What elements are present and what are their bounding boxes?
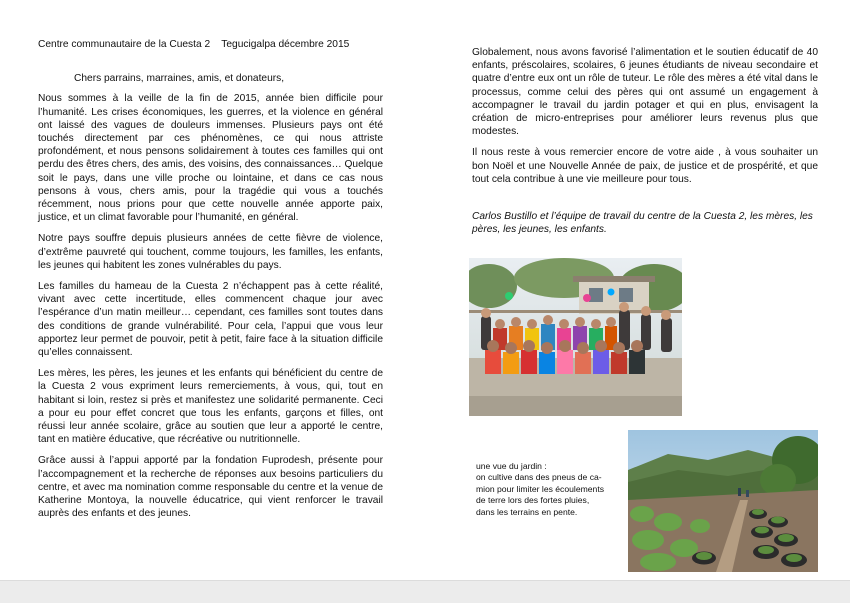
organization-name: Centre communautaire de la Cuesta 2 (38, 39, 211, 50)
paragraph: Globalement, nous avons favorisé l’alimentation et le soutien éducatif de 40 enfants, préscolaires, scolaires, 6 jeunes étudiants de niveau secondaire et quatre d’entre eux ont un rôle de tuteur. Le rôle des mères a été vital dans le processus, comme celui des pères qui ont assumé un engagement à accompagner le travail du jardin potager et qui en plus, envisagent la création de micro-entreprises pour améliorer leurs revenus plus que modestes. (472, 47, 818, 138)
group-photo (469, 258, 682, 416)
paragraph: Les familles du hameau de la Cuesta 2 n’échappent pas à cette réalité, vivant avec cette incertitude, elles commencent chaque jour avec l’espérance d’un matin meilleur… cependant, ces familles sont toutes dans des conditions de grande vulnérabilité. Pour cela, l’appui que vous leur apportez leur permet de pouvoir, petit à petit, faire face à la situation difficile qu’elles connaissent. (38, 281, 383, 359)
signature: Carlos Bustillo et l’équipe de travail du centre de la Cuesta 2, les mères, les pères, les jeunes, les enfants. (472, 211, 813, 236)
garden-photo (628, 430, 818, 572)
right-column (472, 46, 818, 236)
photo-caption (476, 461, 626, 518)
garden-photo-image (628, 430, 818, 572)
paragraph: Nous sommes à la veille de la fin de 2015, année bien difficile pour l’humanité. Les crises économiques, les guerres, et la violence en général ont laissé des vagues de douleurs immenses. Plusieurs pays ont été touchés directement par ces phénomènes, ce qui nous attriste profondément, et nous pensons solidairement à toutes ces familles qui ont perdu des êtres chers, des amis, des voisins, des connaissances… Quelque soit le pays, dans une ville proche ou lointaine, et dans ce cas nous pensons à vous, chers amis, pour la tragédie qui vous a touchés récemment, nous prions pour que cette nouvelle année apporte paix, justice, et un climat favorable pour l’humanité, en général. (38, 93, 383, 224)
paragraph: Notre pays souffre depuis plusieurs années de cette fièvre de violence, d’extrême pauvreté qui touchent, comme toujours, les familles, les enfants, les jeunes qui habitent les zones vulnérables du pays. (38, 233, 383, 271)
caption-line: une vue du jardin : (476, 461, 547, 471)
paragraph: Il nous reste à vous remercier encore de votre aide , à vous souhaiter un bon Noël et une Nouvelle Année de paix, de justice et de prospérité, et que tout cela contribue à une vie meilleure pour tous. (472, 147, 818, 185)
caption-line: dans les terrains en pente. (476, 506, 578, 517)
caption-line: on cultive dans des pneus de ca- (476, 472, 602, 483)
paragraph: Grâce aussi à l’appui apporté par la fondation Fuprodesh, présente pour l’accompagnement et la recherche de réponses aux besoins particuliers du centre, et avec ma nomination comme responsable du centre et la venue de Katherine Montoya, la nouvelle éducatrice, qui vient renforcer le travail auprès des enfants et des jeunes. (38, 455, 383, 520)
viewer-bottom-bar (0, 580, 850, 603)
group-photo-image (469, 258, 682, 416)
place-date: Tegucigalpa décembre 2015 (221, 39, 350, 50)
caption-line: de terre lors des fortes pluies, (476, 495, 590, 506)
letter-header (38, 38, 383, 51)
left-column (38, 38, 383, 529)
salutation: Chers parrains, marraines, amis, et donateurs, (74, 73, 285, 85)
paragraph: Les mères, les pères, les jeunes et les enfants qui bénéficient du centre de la Cuesta 2 vous expriment leurs remerciements, à vous, qui, tout en habitant si loin, restez si près et manifestez une solidarité permanente. Ceci a pour eu pour effet concret que tous les enfants, garçons et filles, ont réussi leur année scolaire, grâce au soutien que leur a apporté le centre, tant en matière éducative, que récréative ou nutritionnelle. (38, 368, 383, 446)
caption-line: mion pour limiter les écoulements (476, 483, 605, 494)
